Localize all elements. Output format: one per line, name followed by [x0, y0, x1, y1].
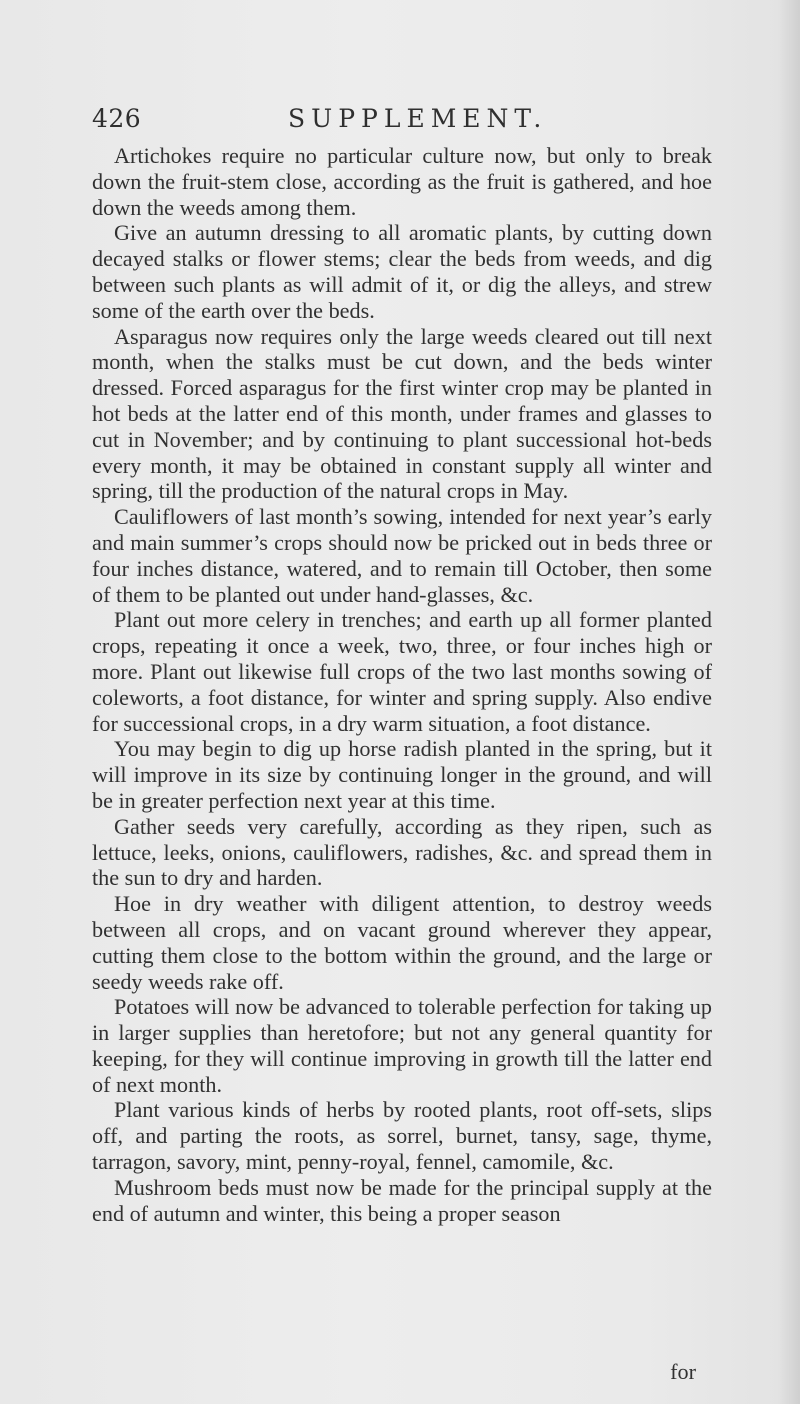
paragraph-seeds: Gather seeds very carefully, according as they ripen, such as lettuce, leeks, onions, cauliflowers, radishes, &c. and spread them in the sun to dry and harden.: [92, 813, 712, 891]
paragraph-asparagus: Asparagus now requires only the large weeds cleared out till next month, when the stalks must be cut down, and the beds winter dressed. Forced asparagus for the first winter crop may be planted in hot beds at the latter end of this month, under frames and glasses to cut in November; and by continuing to plant successional hot-beds every month, it may be obtained in constant supply all winter and spring, till the production of the natural crops in May.: [92, 323, 712, 504]
paragraph-celery: Plant out more celery in trenches; and earth up all former planted crops, repeating it once a week, two, three, or four inches high or more. Plant out likewise full crops of the two last months sowing of coleworts, a foot distance, for winter and spring supply. Also endive for successional crops, in a dry warm situation, a foot distance.: [92, 607, 712, 736]
paragraph-herbs: Plant various kinds of herbs by rooted plants, root off-sets, slips off, and parting the roots, as sorrel, burnet, tansy, sage, thyme, tarragon, savory, mint, penny-royal, fennel, camomile, &c.: [92, 1097, 712, 1175]
paragraph-potatoes: Potatoes will now be advanced to tolerable perfection for taking up in larger supplies than heretofore; but not any general quantity for keeping, for they will continue improving in growth till the latter end of next month.: [92, 994, 712, 1097]
catchword: for: [670, 1359, 696, 1384]
page-header: [92, 104, 712, 140]
page-number: 426: [92, 104, 142, 133]
paragraph-aromatic-plants: Give an autumn dressing to all aromatic plants, by cutting down decayed stalks or flower stems; clear the beds from weeds, and dig between such plants as will admit of it, or dig the alleys, and strew some of the earth over the beds.: [92, 220, 712, 323]
paragraph-cauliflowers: Cauliflowers of last month’s sowing, intended for next year’s early and main summer’s crops should now be pricked out in beds three or four inches distance, watered, and to remain till October, then some of them to be planted out under hand-glasses, &c.: [92, 504, 712, 607]
paragraph-hoe: Hoe in dry weather with diligent attention, to destroy weeds between all crops, and on vacant ground wherever they appear, cutting them close to the bottom within the ground, and the large or seedy weeds rake off.: [92, 891, 712, 994]
paragraph-mushroom: Mushroom beds must now be made for the principal supply at the end of autumn and winter, this being a proper season: [92, 1174, 712, 1226]
paragraph-horse-radish: You may begin to dig up horse radish planted in the spring, but it will improve in its size by continuing longer in the ground, and will be in greater perfection next year at this time.: [92, 736, 712, 813]
body-text: [92, 143, 712, 1226]
running-head: SUPPLEMENT.: [288, 104, 548, 133]
page-edge-shadow: [778, 0, 800, 1404]
paragraph-artichokes: Artichokes require no particular culture now, but only to break down the fruit-stem close, according as the fruit is gathered, and hoe down the weeds among them.: [92, 143, 712, 220]
